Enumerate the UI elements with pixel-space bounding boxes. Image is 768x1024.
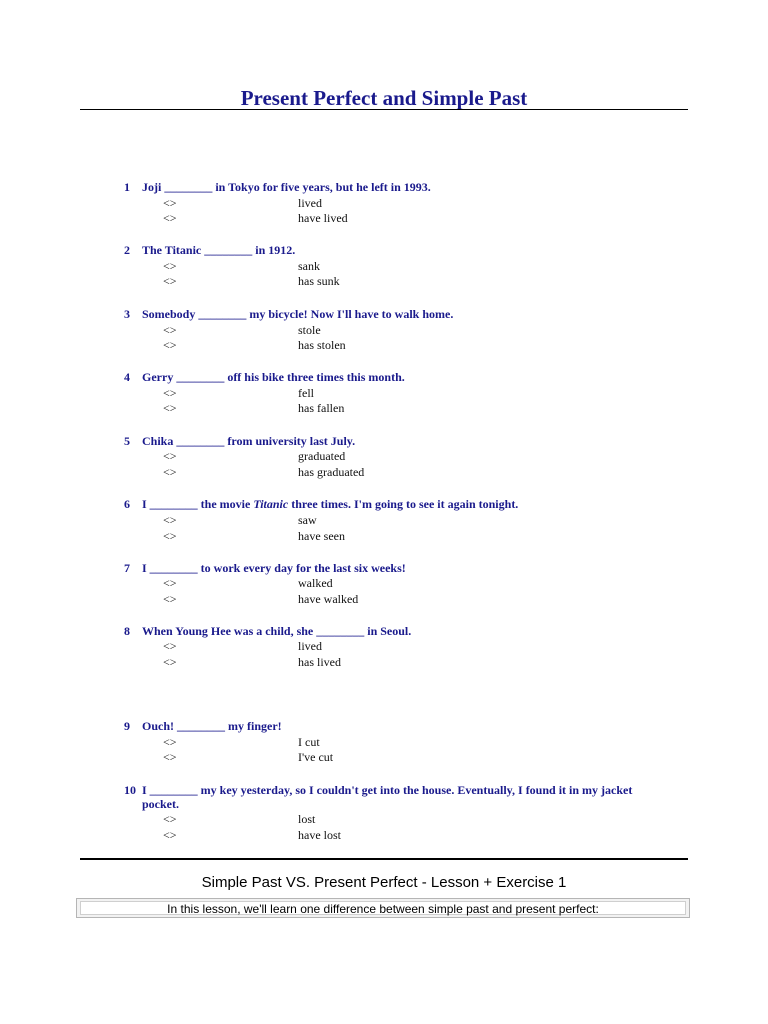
option-label: has fallen <box>298 401 345 415</box>
question-text: Joji ________ in Tokyo for five years, but he left in 1993. <box>142 180 431 194</box>
option-marker[interactable]: <> <box>163 323 177 337</box>
option-label: walked <box>298 576 333 590</box>
page-title: Present Perfect and Simple Past <box>240 86 528 110</box>
answer-option[interactable] <box>0 259 768 274</box>
answer-option[interactable] <box>0 592 768 607</box>
option-marker[interactable]: <> <box>163 211 177 225</box>
answer-option[interactable] <box>0 812 768 827</box>
question-number: 7 <box>124 561 130 575</box>
question-text: I ________ my key yesterday, so I couldn't get into the house. Eventually, I found it in my jacket pocket. <box>142 783 633 811</box>
question-number: 3 <box>124 307 130 321</box>
option-label: sank <box>298 259 320 273</box>
option-label: lived <box>298 196 322 210</box>
answer-option[interactable] <box>0 735 768 750</box>
question-text: The Titanic ________ in 1912. <box>142 243 296 257</box>
option-marker[interactable]: <> <box>163 513 177 527</box>
answer-option[interactable] <box>0 465 768 480</box>
lesson-intro-box <box>76 898 690 918</box>
option-label: have seen <box>298 529 345 543</box>
option-label: stole <box>298 323 321 337</box>
section-divider <box>80 858 688 860</box>
option-marker[interactable]: <> <box>163 576 177 590</box>
answer-option[interactable] <box>0 196 768 211</box>
answer-option[interactable] <box>0 655 768 670</box>
question-text: Somebody ________ my bicycle! Now I'll have to walk home. <box>142 307 454 321</box>
answer-option[interactable] <box>0 513 768 528</box>
option-marker[interactable]: <> <box>163 449 177 463</box>
lesson-intro-text: In this lesson, we'll learn one difference between simple past and present perfect: <box>80 901 686 915</box>
question-number: 10 <box>124 783 136 797</box>
question-number: 4 <box>124 370 130 384</box>
option-marker[interactable]: <> <box>163 655 177 669</box>
answer-option[interactable] <box>0 750 768 765</box>
question-number: 2 <box>124 243 130 257</box>
answer-option[interactable] <box>0 449 768 464</box>
question-text: Chika ________ from university last July. <box>142 434 356 448</box>
answer-option[interactable] <box>0 401 768 416</box>
lesson-title: Simple Past VS. Present Perfect - Lesson + Exercise 1 <box>201 874 567 891</box>
answer-option[interactable] <box>0 386 768 401</box>
option-label: lived <box>298 639 322 653</box>
option-label: have lost <box>298 828 341 842</box>
option-marker[interactable]: <> <box>163 735 177 749</box>
answer-option[interactable] <box>0 211 768 226</box>
option-marker[interactable]: <> <box>163 592 177 606</box>
option-marker[interactable]: <> <box>163 401 177 415</box>
option-label: I cut <box>298 735 320 749</box>
question-number: 9 <box>124 719 130 733</box>
option-label: has lived <box>298 655 341 669</box>
option-marker[interactable]: <> <box>163 196 177 210</box>
question-number: 8 <box>124 624 130 638</box>
question-number: 5 <box>124 434 130 448</box>
answer-option[interactable] <box>0 828 768 843</box>
option-marker[interactable]: <> <box>163 274 177 288</box>
option-label: lost <box>298 812 316 826</box>
option-marker[interactable]: <> <box>163 639 177 653</box>
option-label: fell <box>298 386 314 400</box>
option-marker[interactable]: <> <box>163 259 177 273</box>
question-number: 6 <box>124 497 130 511</box>
question-text-start: I ________ the movie <box>142 497 254 511</box>
option-marker[interactable]: <> <box>163 750 177 764</box>
option-marker[interactable]: <> <box>163 386 177 400</box>
question-text: When Young Hee was a child, she ________ in Seoul. <box>142 624 412 638</box>
option-marker[interactable]: <> <box>163 338 177 352</box>
option-marker[interactable]: <> <box>163 812 177 826</box>
option-label: has stolen <box>298 338 346 352</box>
question-text <box>142 497 642 511</box>
question-text: I ________ to work every day for the last six weeks! <box>142 561 406 575</box>
answer-option[interactable] <box>0 529 768 544</box>
question-text: Gerry ________ off his bike three times this month. <box>142 370 405 384</box>
option-marker[interactable]: <> <box>163 465 177 479</box>
answer-option[interactable] <box>0 576 768 591</box>
answer-option[interactable] <box>0 274 768 289</box>
answer-option[interactable] <box>0 323 768 338</box>
option-label: have walked <box>298 592 359 606</box>
question-text-end: three times. I'm going to see it again tonight. <box>288 497 519 511</box>
option-marker[interactable]: <> <box>163 529 177 543</box>
option-marker[interactable]: <> <box>163 828 177 842</box>
question-number: 1 <box>124 180 130 194</box>
option-label: have lived <box>298 211 348 225</box>
movie-title: Titanic <box>253 497 289 511</box>
answer-option[interactable] <box>0 338 768 353</box>
option-label: saw <box>298 513 317 527</box>
option-label: has graduated <box>298 465 365 479</box>
option-label: has sunk <box>298 274 340 288</box>
option-label: graduated <box>298 449 346 463</box>
option-label: I've cut <box>298 750 334 764</box>
answer-option[interactable] <box>0 639 768 654</box>
question-text: Ouch! ________ my finger! <box>142 719 282 733</box>
